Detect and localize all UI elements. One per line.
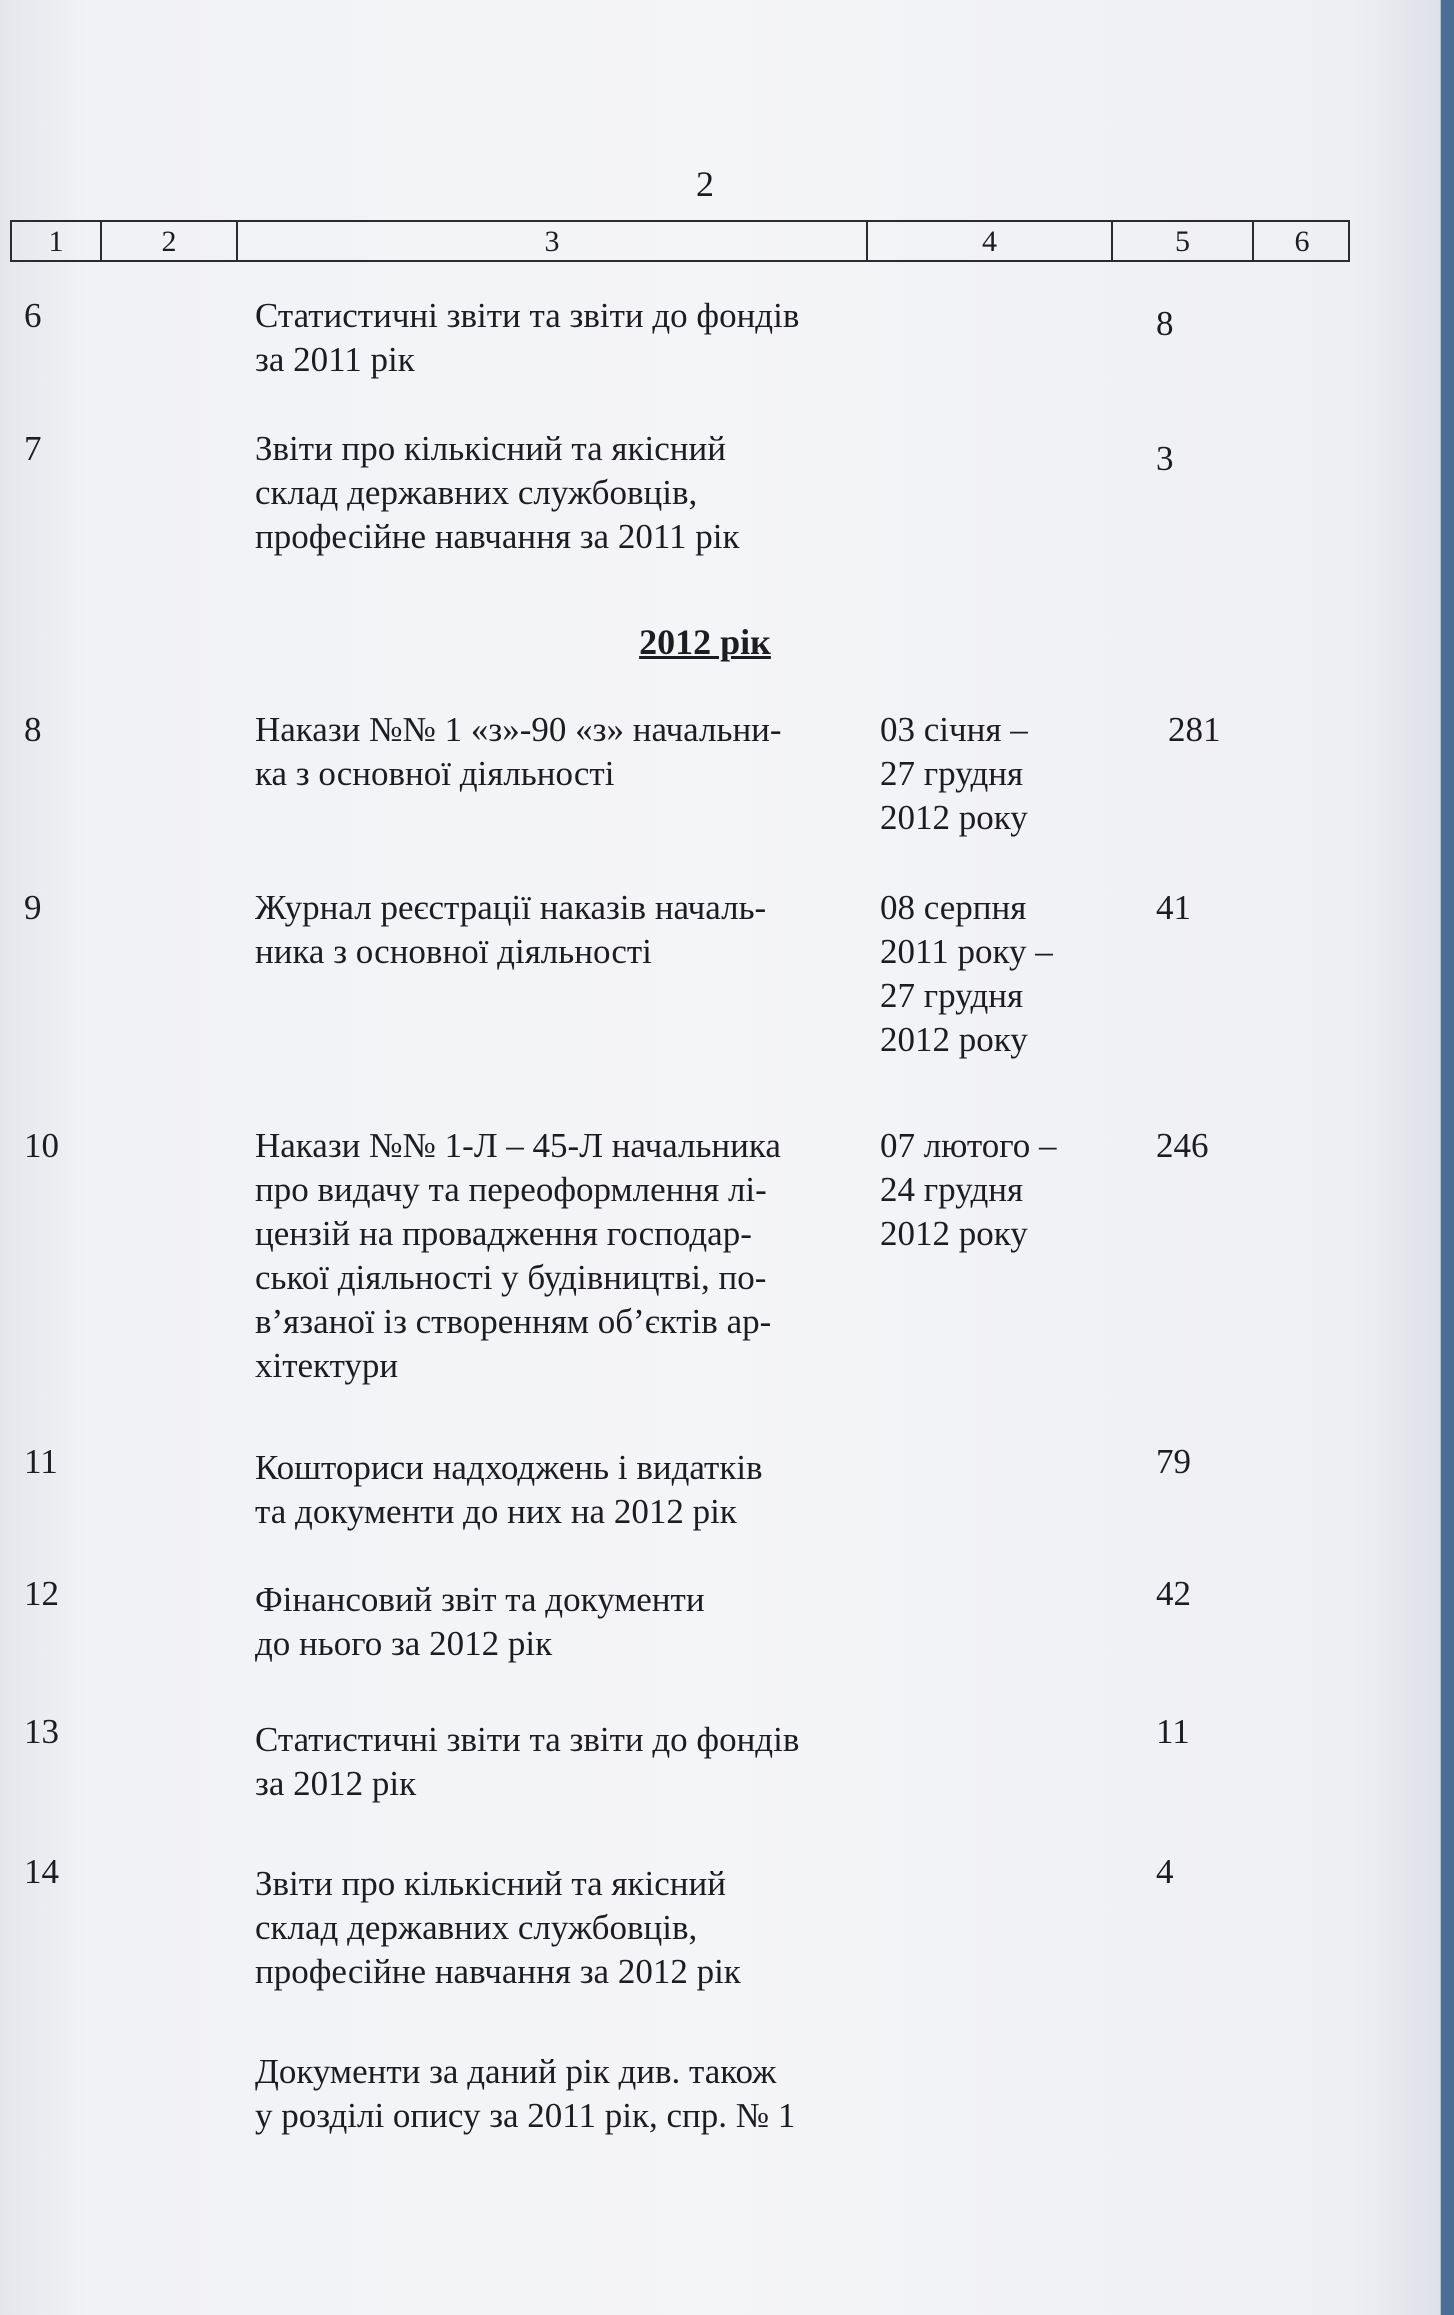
column-header-1: 1 [12,222,102,260]
item-quantity: 11 [1156,1712,1190,1751]
item-title: Фінансовий звіт та документи до нього за 2012 рік [255,1580,705,1663]
item-title: Кошториси надходжень і видатків та документи до них на 2012 рік [255,1448,763,1531]
column-header-2: 2 [102,222,238,260]
column-header-row [10,220,1350,262]
column-header-4: 4 [868,222,1113,260]
item-title: Звіти про кількісний та якісний склад державних службовців, професійне навчання за 2011 рік [255,429,740,556]
item-number: 11 [24,1442,58,1481]
item-dates: 07 лютого – 24 грудня 2012 року [880,1126,1057,1253]
item-number: 9 [24,888,42,927]
item-title: Накази №№ 1 «з»-90 «з» начальни- ка з основної діяльності [255,710,782,793]
item-number: 8 [24,710,42,749]
item-quantity: 8 [1156,304,1174,343]
item-number: 7 [24,429,42,468]
cross-reference-note: Документи за даний рік див. також у розділі опису за 2011 рік, спр. № 1 [255,2052,796,2135]
item-dates: 08 серпня 2011 року – 27 грудня 2012 року [880,888,1053,1059]
item-number: 14 [24,1852,59,1891]
item-number: 12 [24,1574,59,1613]
item-quantity: 3 [1156,439,1174,478]
item-number: 13 [24,1712,59,1751]
page-number: 2 [696,164,714,204]
item-quantity: 246 [1156,1126,1209,1165]
item-quantity: 4 [1156,1852,1174,1891]
item-quantity: 79 [1156,1442,1191,1481]
item-number: 6 [24,296,42,335]
item-quantity: 41 [1156,888,1191,927]
item-quantity: 281 [1168,710,1221,749]
item-title: Звіти про кількісний та якісний склад державних службовців, професійне навчання за 2012 рік [255,1864,741,1991]
item-title: Статистичні звіти та звіти до фондів за 2011 рік [255,296,800,379]
column-header-3: 3 [238,222,868,260]
column-header-6: 6 [1294,225,1310,258]
item-title: Журнал реєстрації наказів началь- ника з основної діяльності [255,888,767,971]
item-title: Накази №№ 1-Л – 45-Л начальника про видачу та переоформлення лі- цензій на провадження господар- ської діяльності у будівництві, по- в’язаної із створенням об’єктів ар- хітектури [255,1126,781,1385]
column-header-5: 5 [1113,222,1254,260]
year-section-heading: 2012 рік [639,622,771,662]
item-number: 10 [24,1126,59,1165]
item-title: Статистичні звіти та звіти до фондів за 2012 рік [255,1720,800,1803]
item-quantity: 42 [1156,1574,1191,1613]
item-dates: 03 січня – 27 грудня 2012 року [880,710,1028,837]
